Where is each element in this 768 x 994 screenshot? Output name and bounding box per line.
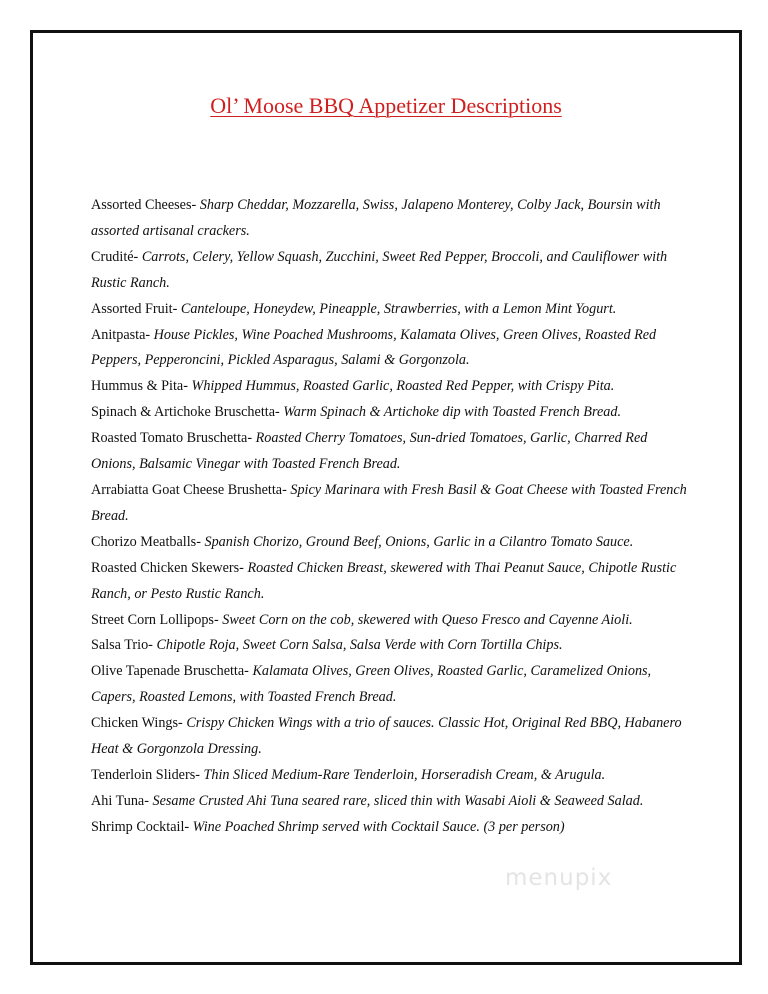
menu-item: [91, 659, 691, 711]
menu-item-description: Crispy Chicken Wings with a trio of sauces. Classic Hot, Original Red BBQ, Habanero Heat & Gorgonzola Dressing.: [91, 715, 682, 758]
menu-item-name: Shrimp Cocktail-: [91, 818, 190, 835]
page-title: Ol’ Moose BBQ Appetizer Descriptions: [210, 93, 562, 118]
menu-item-name: Assorted Fruit-: [91, 300, 178, 317]
menu-item-name: Roasted Chicken Skewers-: [91, 559, 244, 576]
menu-item: [91, 400, 691, 426]
menu-item-name: Arrabiatta Goat Cheese Brushetta-: [91, 481, 287, 498]
menu-item-description: Whipped Hummus, Roasted Garlic, Roasted Red Pepper, with Crispy Pita.: [191, 378, 615, 395]
menu-item-name: Roasted Tomato Bruschetta-: [91, 430, 253, 447]
menu-item-description: Chipotle Roja, Sweet Corn Salsa, Salsa Verde with Corn Tortilla Chips.: [156, 637, 563, 654]
menu-item-description: Sesame Crusted Ahi Tuna seared rare, sliced thin with Wasabi Aioli & Seaweed Salad.: [152, 792, 644, 809]
menu-item: [91, 478, 691, 530]
menu-item-name: Crudité-: [91, 248, 139, 265]
menu-item-name: Hummus & Pita-: [91, 378, 188, 395]
menu-item-description: Kalamata Olives, Green Olives, Roasted Garlic, Caramelized Onions, Capers, Roasted Lemons, with Toasted French Bread.: [91, 663, 652, 706]
menu-item-description: House Pickles, Wine Poached Mushrooms, Kalamata Olives, Green Olives, Roasted Red Peppers, Pepperoncini, Pickled Asparagus, Salami & Gorgonzola.: [91, 326, 657, 369]
menu-item-description: Wine Poached Shrimp served with Cocktail Sauce. (3 per person): [192, 818, 565, 835]
menu-item-description: Carrots, Celery, Yellow Squash, Zucchini, Sweet Red Pepper, Broccoli, and Cauliflower with Rustic Ranch.: [91, 248, 668, 291]
menu-item-name: Salsa Trio-: [91, 637, 153, 654]
menu-item-description: Warm Spinach & Artichoke dip with Toasted French Bread.: [283, 404, 621, 421]
menu-item-name: Spinach & Artichoke Bruschetta-: [91, 404, 280, 421]
menu-item: [91, 245, 691, 297]
menu-item-name: Ahi Tuna-: [91, 792, 149, 809]
menu-item-description: Canteloupe, Honeydew, Pineapple, Strawberries, with a Lemon Mint Yogurt.: [180, 300, 617, 317]
appetizer-list: [91, 193, 691, 841]
menu-item: [91, 426, 691, 478]
menu-item: [91, 711, 691, 763]
menu-item: [91, 297, 691, 323]
menu-item-description: Spanish Chorizo, Ground Beef, Onions, Garlic in a Cilantro Tomato Sauce.: [204, 533, 634, 550]
watermark: menupix: [505, 865, 613, 891]
menu-item-description: Sweet Corn on the cob, skewered with Queso Fresco and Cayenne Aioli.: [222, 611, 633, 628]
menu-item-description: Sharp Cheddar, Mozzarella, Swiss, Jalapeno Monterey, Colby Jack, Boursin with assorted artisanal crackers.: [91, 197, 661, 239]
menu-item-name: Tenderloin Sliders-: [91, 766, 200, 783]
menu-item-name: Anitpasta-: [91, 326, 151, 343]
menu-item: [91, 193, 691, 245]
menu-item: [91, 815, 691, 841]
menu-item: [91, 323, 691, 375]
page-border: [30, 30, 742, 965]
menu-item: [91, 374, 691, 400]
menu-item: [91, 556, 691, 608]
menu-item: [91, 633, 691, 659]
menu-item-description: Spicy Marinara with Fresh Basil & Goat Cheese with Toasted French Bread.: [91, 481, 687, 524]
menu-item-name: Olive Tapenade Bruschetta-: [91, 663, 249, 680]
menu-item: [91, 763, 691, 789]
menu-item: [91, 530, 691, 556]
menu-item: [91, 789, 691, 815]
menu-item-description: Thin Sliced Medium-Rare Tenderloin, Horseradish Cream, & Arugula.: [203, 766, 606, 783]
menu-item-name: Street Corn Lollipops-: [91, 611, 219, 628]
menu-item: [91, 608, 691, 634]
menu-item-name: Assorted Cheeses-: [91, 197, 197, 213]
menu-item-name: Chicken Wings-: [91, 715, 183, 732]
menu-item-description: Roasted Chicken Breast, skewered with Thai Peanut Sauce, Chipotle Rustic Ranch, or Pesto Rustic Ranch.: [91, 559, 677, 602]
menu-item-description: Roasted Cherry Tomatoes, Sun-dried Tomatoes, Garlic, Charred Red Onions, Balsamic Vinegar with Toasted French Bread.: [91, 430, 648, 473]
menu-item-name: Chorizo Meatballs-: [91, 533, 201, 550]
